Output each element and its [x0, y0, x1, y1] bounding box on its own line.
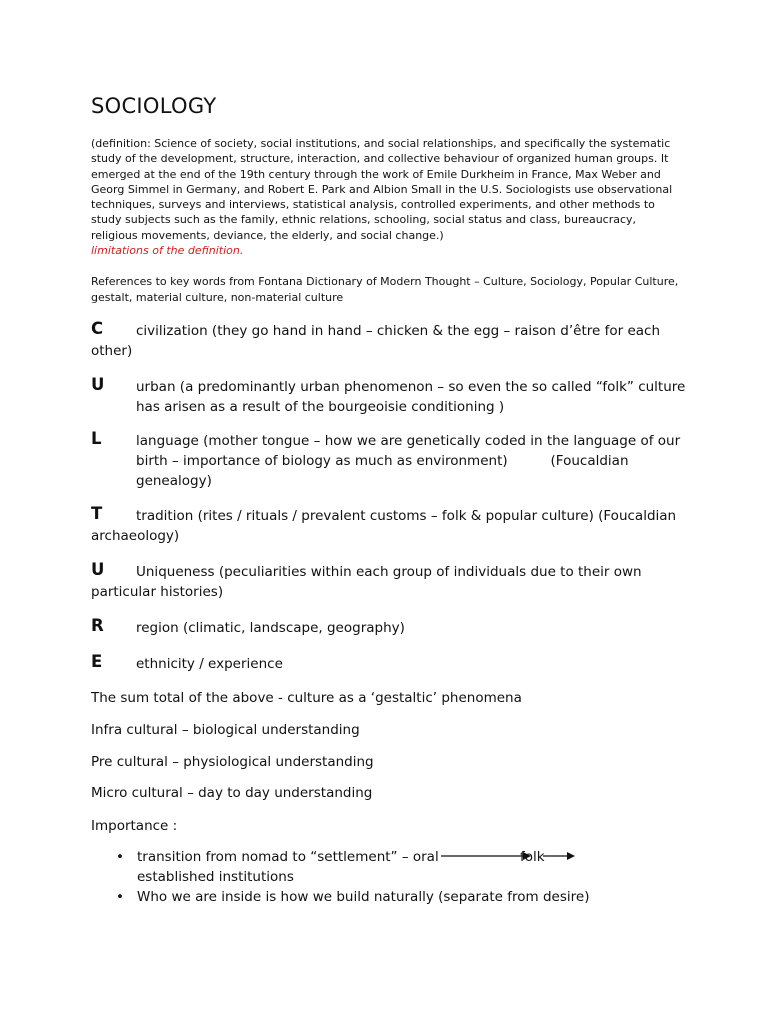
acrostic-text: language (mother tongue – how we are genetically coded in the language of our birth – importance of biology as much as environment) (Foucaldian genealogy) [136, 433, 685, 489]
acrostic-item-r [91, 618, 691, 638]
acrostic-item-u2 [91, 562, 691, 602]
list-item [91, 847, 691, 887]
arrow-right-icon [441, 850, 531, 862]
paragraph-micro-cultural: Micro cultural – day to day understanding [91, 785, 373, 801]
arrow-right-icon [543, 850, 575, 862]
acrostic-text: region (climatic, landscape, geography) [136, 620, 405, 636]
acrostic-item-c [91, 321, 691, 361]
bullet-marker: • [116, 889, 124, 905]
paragraph-importance: Importance : [91, 818, 178, 834]
acrostic-letter: E [91, 652, 103, 671]
definition-paragraph: (definition: Science of society, social institutions, and social relationships, and specifically the systematic study of the development, structure, interaction, and collective behaviour of organized human groups. It emerged at the end of the 19th century through the work of Emile Durkheim in France, Max Weber and Georg Simmel in Germany, and Robert E. Park and Albion Small in the U.S. Sociologists use observational techniques, surveys and interviews, statistical analysis, controlled experiments, and other methods to study subjects such as the family, ethnic relations, schooling, social status and class, bureaucracy, religious movements, deviance, the elderly, and social change.) [91, 137, 673, 242]
acrostic-text: tradition (rites / rituals / prevalent customs – folk & popular culture) (Foucaldian archaeology) [91, 508, 677, 544]
bullet-marker: • [116, 849, 124, 865]
bullet-text-line2: established institutions [137, 869, 294, 885]
acrostic-letter: U [91, 560, 105, 579]
acrostic-letter: L [91, 429, 102, 448]
acrostic-letter: C [91, 319, 104, 338]
acrostic-text: Uniqueness (peculiarities within each group of individuals due to their own particular histories) [91, 564, 642, 600]
paragraph-pre-cultural: Pre cultural – physiological understanding [91, 754, 374, 770]
bullet-text-part2: folk [520, 849, 545, 865]
bullet-text: Who we are inside is how we build naturally (separate from desire) [137, 889, 590, 905]
acrostic-text: urban (a predominantly urban phenomenon – so even the so called “folk” culture has arisen as a result of the bourgeoisie conditioning ) [136, 379, 686, 415]
list-item [91, 887, 691, 907]
acrostic-text: civilization (they go hand in hand – chicken & the egg – raison d’être for each other) [91, 323, 660, 359]
bullet-list [91, 847, 691, 907]
acrostic-letter: T [91, 504, 103, 523]
paragraph-sum-total: The sum total of the above - culture as a ‘gestaltic’ phenomena [91, 690, 522, 706]
paragraph-infra-cultural: Infra cultural – biological understanding [91, 722, 360, 738]
references-paragraph: References to key words from Fontana Dictionary of Modern Thought – Culture, Sociology, Popular Culture, gestalt, material culture, non-material culture [91, 275, 679, 304]
page-title: SOCIOLOGY [91, 94, 217, 118]
acrostic-text: ethnicity / experience [136, 656, 283, 672]
acrostic-item-e [91, 654, 691, 674]
acrostic-item-t [91, 506, 691, 546]
acrostic-item-l [91, 431, 691, 491]
acrostic-letter: R [91, 616, 104, 635]
limitations-note: limitations of the definition. [91, 244, 244, 257]
acrostic-item-u1 [91, 377, 691, 417]
bullet-text-part1: transition from nomad to “settlement” – oral [137, 849, 439, 865]
acrostic-letter: U [91, 375, 105, 394]
